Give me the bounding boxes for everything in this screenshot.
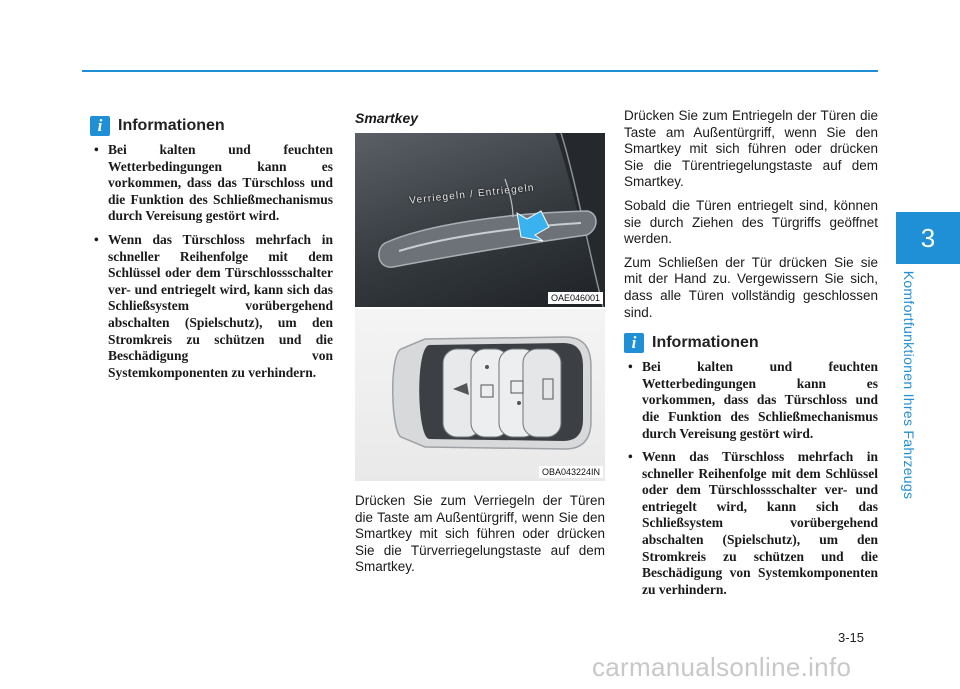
section-title: Smartkey xyxy=(355,110,419,126)
info-icon: i xyxy=(624,333,644,353)
unlock-instruction: Drücken Sie zum Entriegeln der Türen die Taste am Außentürgriff, wenn Sie den Smartkey mit sich führen oder drücken Sie die Türentriegelungstaste auf dem Smartkey. xyxy=(624,108,878,190)
lock-instruction: Drücken Sie zum Verriegeln der Türen die Taste am Außentürgriff, wenn Sie den Smartkey mit sich führen oder drücken Sie die Türverriegelungstaste auf dem Smartkey. xyxy=(355,493,605,575)
figure-callout: Verriegeln / Entriegeln xyxy=(408,182,536,207)
info-header xyxy=(624,333,878,353)
close-instruction: Zum Schließen der Tür drücken Sie sie mit der Hand zu. Vergewissern Sie sich, dass alle Türen vollständig geschlossen sind. xyxy=(624,254,878,320)
left-info-box xyxy=(90,116,333,388)
info-list xyxy=(624,359,878,598)
info-icon: i xyxy=(90,116,110,136)
smartkey-section xyxy=(355,110,605,583)
smartkey-illustration xyxy=(355,309,605,481)
smartkey-figure xyxy=(355,309,605,481)
right-column xyxy=(624,108,878,605)
info-item: • Bei kalten und feuchten Wetterbedingungen kann es vorkommen, dass das Türschloss und die Funktion des Schließmechanismus durch Vereisung gestört wird. xyxy=(624,359,878,442)
chapter-side-title xyxy=(889,270,929,500)
info-header xyxy=(90,116,333,136)
header-rule xyxy=(82,70,878,72)
page-number: 3-15 xyxy=(838,630,865,645)
open-instruction: Sobald die Türen entriegelt sind, können sie durch Ziehen des Türgriffs geöffnet werden. xyxy=(624,197,878,247)
watermark: carmanualsonline.info xyxy=(592,652,852,682)
door-handle-illustration xyxy=(355,133,605,307)
figure-code: OBA043224IN xyxy=(539,466,603,478)
door-handle-figure xyxy=(355,133,605,307)
info-item: • Wenn das Türschloss mehrfach in schneller Reihenfolge mit dem Schlüssel oder dem Türschlossschalter ver- und entriegelt wird, kann sich das Schließsystem vorübergehend abschalten (Spielschutz), um den Stromkreis zu schützen und die Beschädigung von Systemkomponenten zu verhindern. xyxy=(624,449,878,598)
chapter-number-tab: 3 xyxy=(896,212,960,264)
info-list xyxy=(90,142,333,381)
chapter-title: Komfortfunktionen Ihres Fahrzeugs xyxy=(901,270,917,500)
figure-code: OAE046001 xyxy=(548,292,603,304)
info-item: • Wenn das Türschloss mehrfach in schneller Reihenfolge mit dem Schlüssel oder dem Türschlossschalter ver- und entriegelt wird, kann sich das Schließsystem vorübergehend abschalten (Spielschutz), um den Stromkreis zu schützen und die Beschädigung von Systemkomponenten zu verhindern. xyxy=(90,232,333,381)
info-title: Informationen xyxy=(652,334,759,352)
info-title: Informationen xyxy=(118,117,225,134)
info-item: • Bei kalten und feuchten Wetterbedingungen kann es vorkommen, dass das Türschloss und die Funktion des Schließmechanismus durch Vereisung gestört wird. xyxy=(90,142,333,225)
